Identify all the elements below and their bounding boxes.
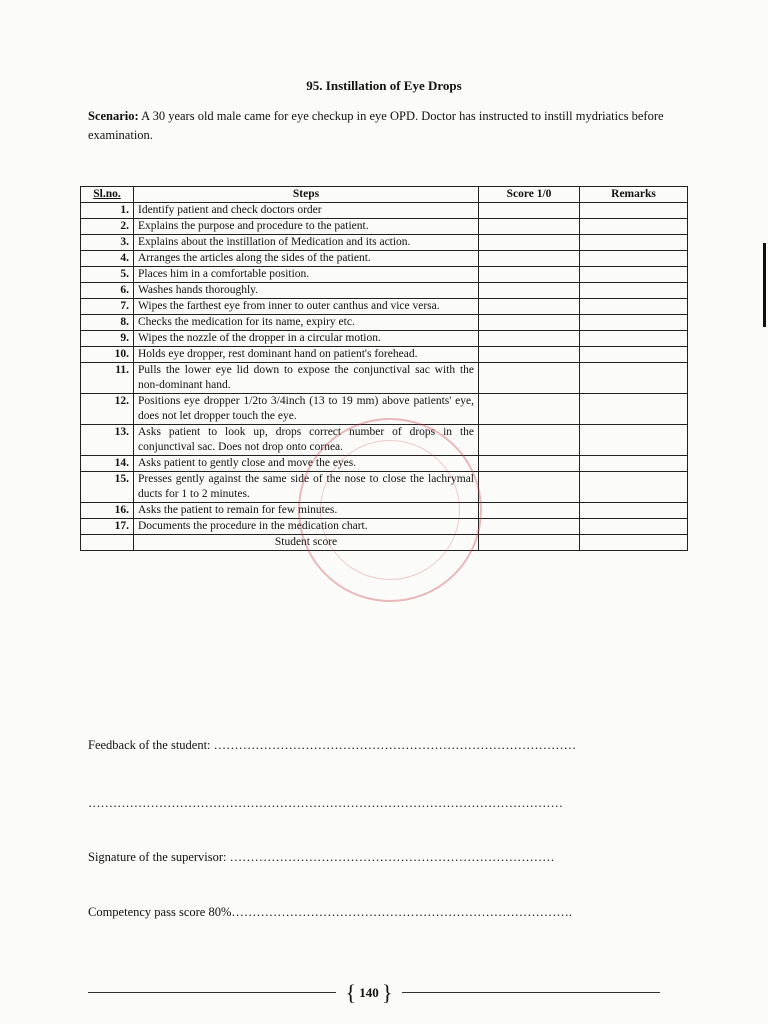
row-score-cell[interactable]	[479, 283, 580, 299]
total-empty-cell	[81, 535, 134, 551]
row-remarks-cell[interactable]	[580, 315, 688, 331]
row-step: Pulls the lower eye lid down to expose the conjunctival sac with the non-dominant hand.	[134, 363, 479, 394]
row-remarks-cell[interactable]	[580, 472, 688, 503]
student-remarks-cell[interactable]	[580, 535, 688, 551]
row-score-cell[interactable]	[479, 394, 580, 425]
row-number: 5.	[81, 267, 134, 283]
row-number: 2.	[81, 219, 134, 235]
row-step: Wipes the nozzle of the dropper in a circular motion.	[134, 331, 479, 347]
supervisor-signature-line: Signature of the supervisor: ……………………………………………………………………	[88, 850, 555, 864]
row-remarks-cell[interactable]	[580, 456, 688, 472]
feedback-continuation-line: ……………………………………………………………………………………………………	[88, 796, 563, 810]
table-row	[81, 219, 688, 235]
row-remarks-cell[interactable]	[580, 331, 688, 347]
row-number: 3.	[81, 235, 134, 251]
page-number-value: 140	[359, 985, 379, 1000]
row-number: 14.	[81, 456, 134, 472]
table-row	[81, 331, 688, 347]
row-number: 9.	[81, 331, 134, 347]
competency-pass-score-line: Competency pass score 80%……………………………………………………………………….	[88, 905, 572, 919]
row-step: Documents the procedure in the medication chart.	[134, 519, 479, 535]
row-step: Explains the purpose and procedure to the patient.	[134, 219, 479, 235]
footer-rule-left	[88, 992, 336, 993]
row-remarks-cell[interactable]	[580, 235, 688, 251]
row-remarks-cell[interactable]	[580, 363, 688, 394]
row-score-cell[interactable]	[479, 519, 580, 535]
row-remarks-cell[interactable]	[580, 425, 688, 456]
row-number: 16.	[81, 503, 134, 519]
table-row	[81, 315, 688, 331]
table-row	[81, 347, 688, 363]
row-score-cell[interactable]	[479, 363, 580, 394]
row-step: Holds eye dropper, rest dominant hand on patient's forehead.	[134, 347, 479, 363]
row-number: 15.	[81, 472, 134, 503]
row-number: 7.	[81, 299, 134, 315]
row-step: Explains about the instillation of Medication and its action.	[134, 235, 479, 251]
row-step: Asks the patient to remain for few minutes.	[134, 503, 479, 519]
page-edge-mark	[763, 243, 766, 327]
table-row	[81, 203, 688, 219]
row-remarks-cell[interactable]	[580, 283, 688, 299]
table-row	[81, 251, 688, 267]
row-score-cell[interactable]	[479, 503, 580, 519]
row-step: Washes hands thoroughly.	[134, 283, 479, 299]
table-row	[81, 394, 688, 425]
row-score-cell[interactable]	[479, 203, 580, 219]
table-row	[81, 299, 688, 315]
row-remarks-cell[interactable]	[580, 203, 688, 219]
row-step: Asks patient to look up, drops correct number of drops in the conjunctival sac. Does not drop onto cornea.	[134, 425, 479, 456]
row-score-cell[interactable]	[479, 219, 580, 235]
row-remarks-cell[interactable]	[580, 219, 688, 235]
row-remarks-cell[interactable]	[580, 299, 688, 315]
row-number: 8.	[81, 315, 134, 331]
scenario-body: A 30 years old male came for eye checkup in eye OPD. Doctor has instructed to instill mydriatics before examination.	[88, 109, 664, 142]
row-step: Places him in a comfortable position.	[134, 267, 479, 283]
table-row	[81, 519, 688, 535]
row-number: 12.	[81, 394, 134, 425]
row-score-cell[interactable]	[479, 235, 580, 251]
row-step: Presses gently against the same side of the nose to close the lachrymal ducts for 1 to 2 minutes.	[134, 472, 479, 503]
table-total-row	[81, 535, 688, 551]
student-score-label: Student score	[134, 535, 479, 551]
scenario-label: Scenario:	[88, 109, 139, 123]
table-row	[81, 503, 688, 519]
row-number: 10.	[81, 347, 134, 363]
row-step: Wipes the farthest eye from inner to outer canthus and vice versa.	[134, 299, 479, 315]
page-number: { 140 }	[345, 980, 393, 1005]
table-row	[81, 456, 688, 472]
row-remarks-cell[interactable]	[580, 394, 688, 425]
row-step: Checks the medication for its name, expiry etc.	[134, 315, 479, 331]
row-number: 13.	[81, 425, 134, 456]
footer-rule-right	[402, 992, 660, 993]
row-number: 17.	[81, 519, 134, 535]
row-score-cell[interactable]	[479, 251, 580, 267]
row-remarks-cell[interactable]	[580, 267, 688, 283]
row-step: Identify patient and check doctors order	[134, 203, 479, 219]
row-score-cell[interactable]	[479, 299, 580, 315]
header-remarks: Remarks	[580, 187, 688, 203]
row-score-cell[interactable]	[479, 456, 580, 472]
row-score-cell[interactable]	[479, 267, 580, 283]
row-number: 1.	[81, 203, 134, 219]
scenario-text	[88, 107, 668, 145]
table-row	[81, 472, 688, 503]
row-remarks-cell[interactable]	[580, 519, 688, 535]
header-score: Score 1/0	[479, 187, 580, 203]
header-slno: Sl.no.	[81, 187, 134, 203]
row-score-cell[interactable]	[479, 315, 580, 331]
table-row	[81, 267, 688, 283]
row-remarks-cell[interactable]	[580, 503, 688, 519]
table-row	[81, 425, 688, 456]
header-steps: Steps	[134, 187, 479, 203]
row-score-cell[interactable]	[479, 425, 580, 456]
row-score-cell[interactable]	[479, 472, 580, 503]
steps-table	[80, 186, 688, 551]
student-score-cell[interactable]	[479, 535, 580, 551]
row-remarks-cell[interactable]	[580, 251, 688, 267]
row-step: Positions eye dropper 1/2to 3/4inch (13 to 19 mm) above patients' eye, does not let dropper touch the eye.	[134, 394, 479, 425]
row-number: 11.	[81, 363, 134, 394]
row-step: Asks patient to gently close and move the eyes.	[134, 456, 479, 472]
row-score-cell[interactable]	[479, 347, 580, 363]
row-remarks-cell[interactable]	[580, 347, 688, 363]
row-number: 4.	[81, 251, 134, 267]
page-title: 95. Instillation of Eye Drops	[306, 78, 462, 93]
table-row	[81, 283, 688, 299]
row-step: Arranges the articles along the sides of the patient.	[134, 251, 479, 267]
table-row	[81, 235, 688, 251]
row-number: 6.	[81, 283, 134, 299]
table-row	[81, 363, 688, 394]
row-score-cell[interactable]	[479, 331, 580, 347]
feedback-line: Feedback of the student: ……………………………………………………………………………	[88, 738, 577, 752]
table-header-row	[81, 187, 688, 203]
